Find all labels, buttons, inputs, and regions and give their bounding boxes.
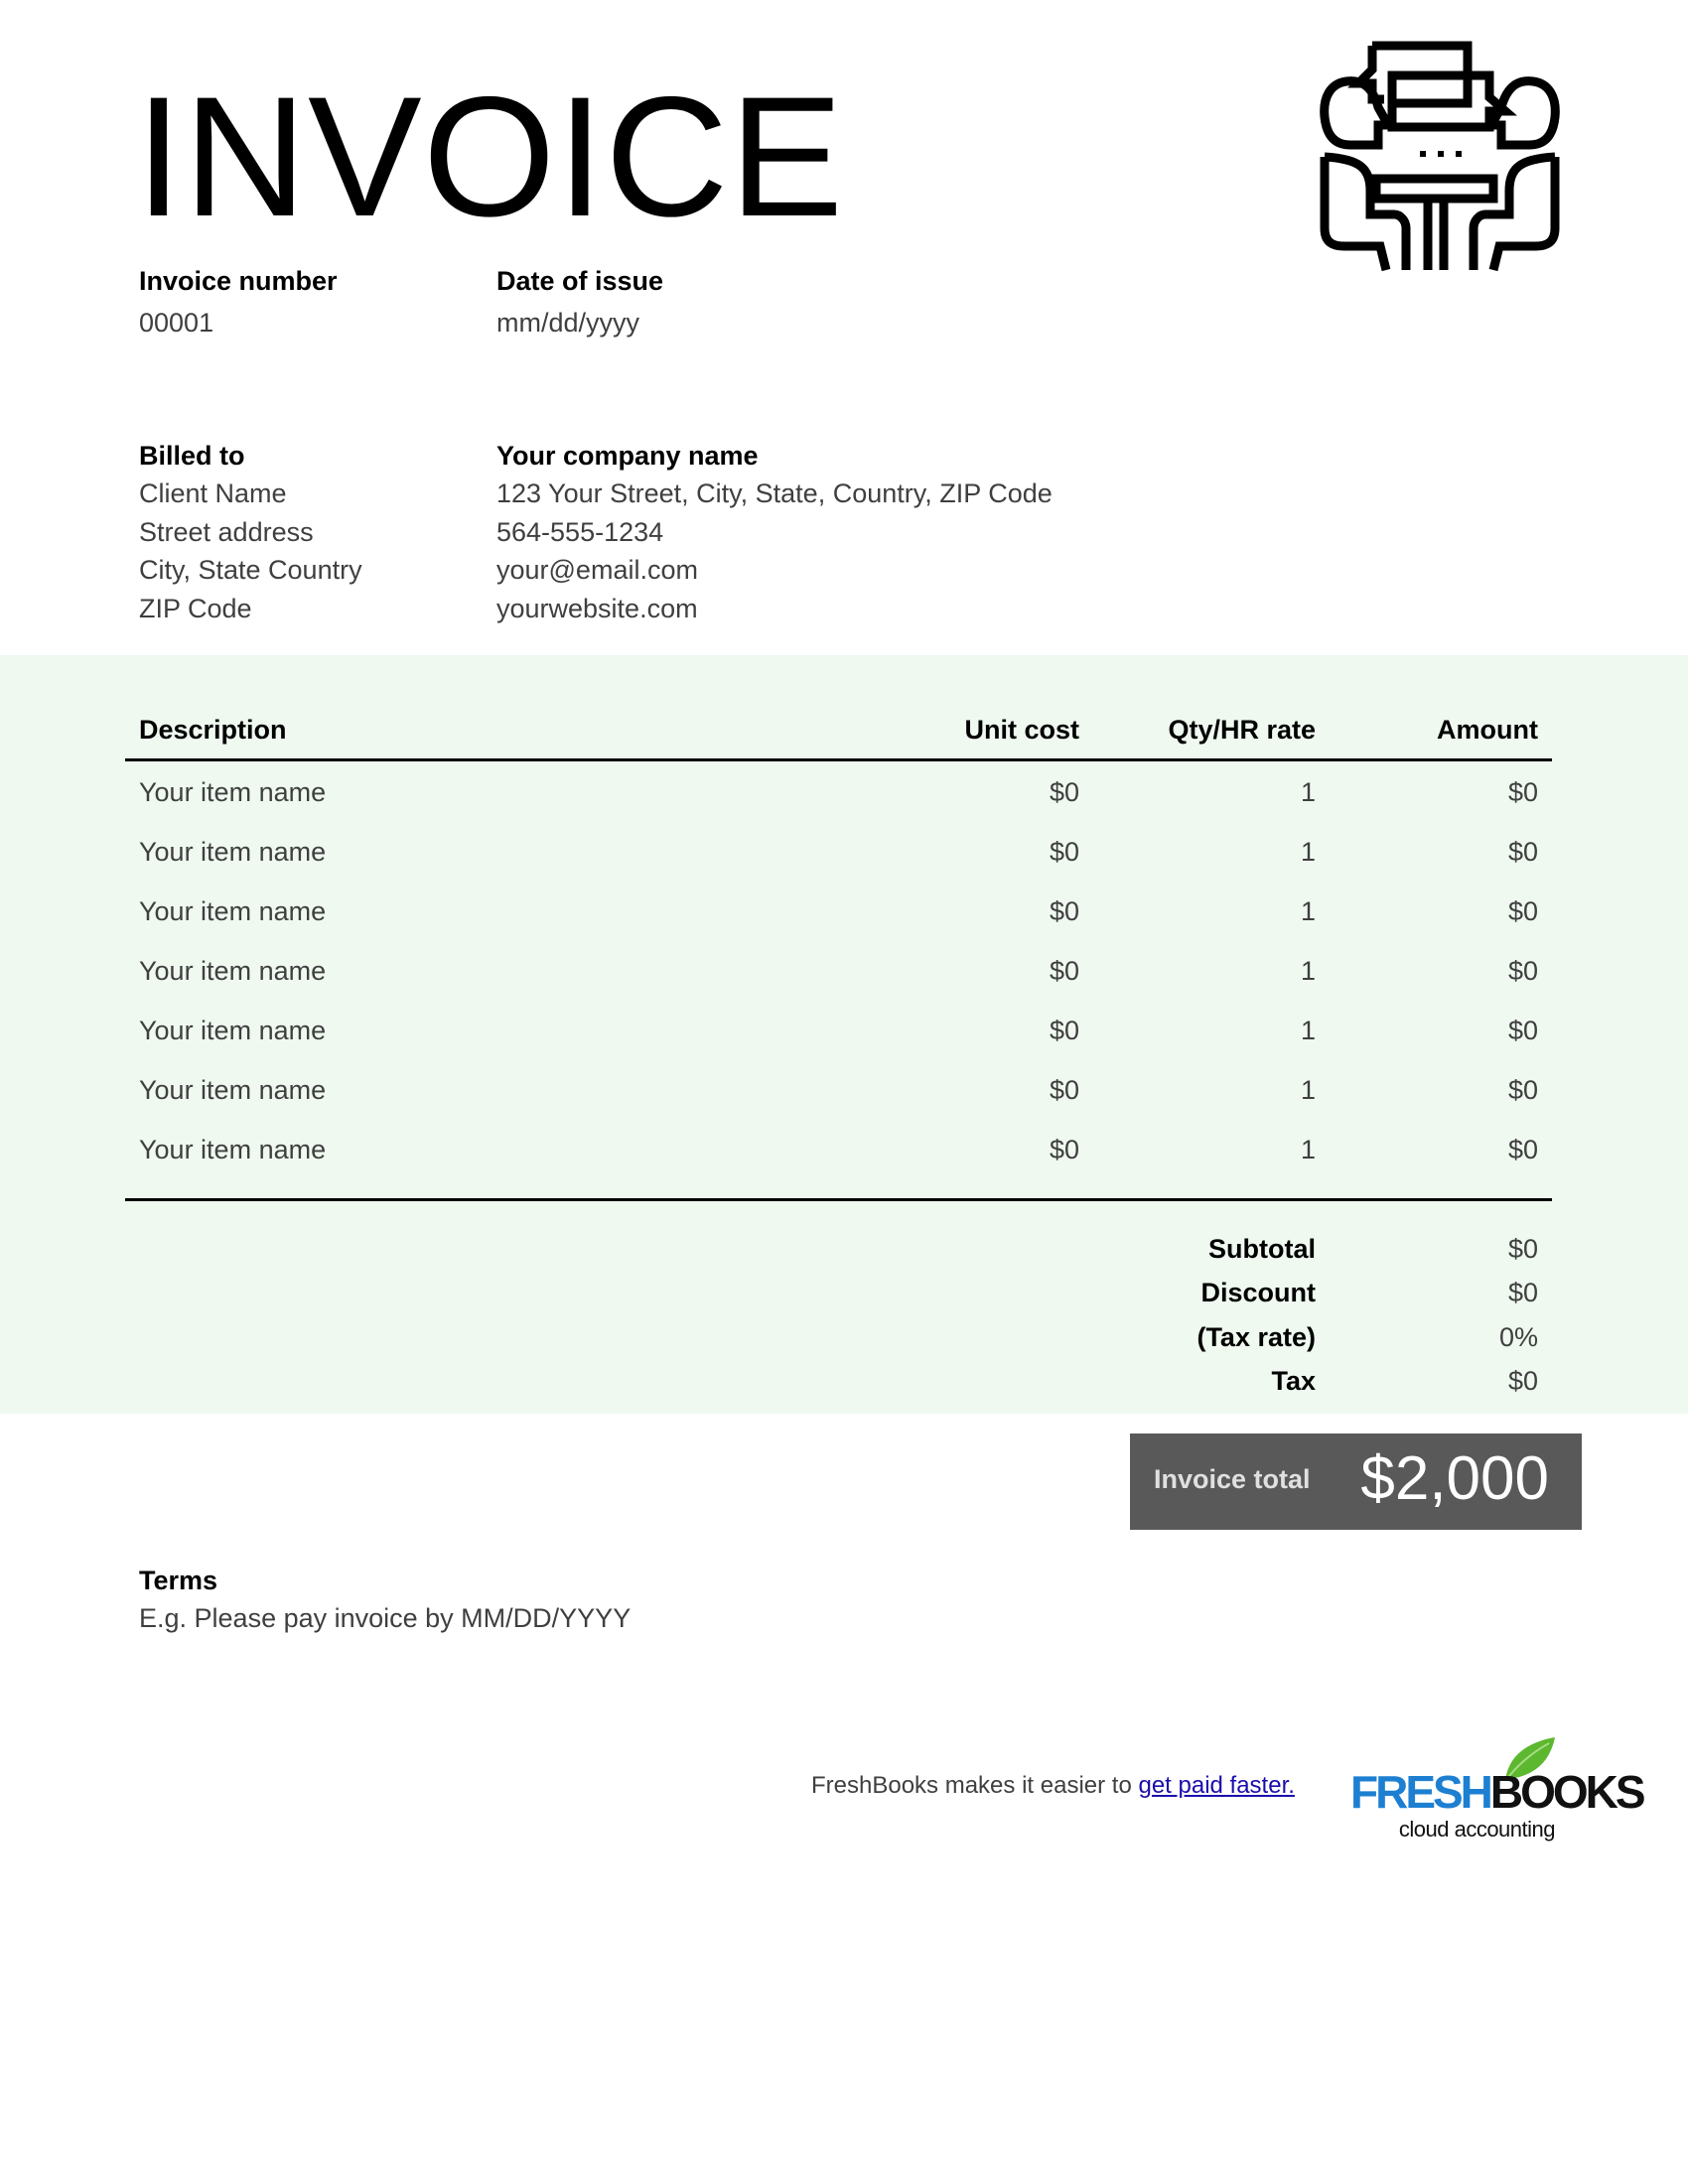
item-unit-cost[interactable]: $0 [1049,1135,1079,1164]
column-header-amount: Amount [1437,715,1538,745]
company-name[interactable]: Your company name [496,441,759,471]
item-amount: $0 [1507,1075,1538,1105]
item-qty[interactable]: 1 [1300,837,1316,867]
freshbooks-logo[interactable] [1350,1735,1643,1844]
item-unit-cost[interactable]: $0 [1049,837,1079,867]
table-header-divider [125,758,1552,761]
item-amount: $0 [1507,777,1538,807]
tax-value: $0 [1507,1366,1538,1396]
item-qty[interactable]: 1 [1300,1016,1316,1045]
item-qty[interactable]: 1 [1300,956,1316,986]
tax-rate-label: (Tax rate) [1196,1322,1316,1352]
item-qty[interactable]: 1 [1300,777,1316,807]
invoice-number-label: Invoice number [139,266,338,296]
terms-text[interactable]: E.g. Please pay invoice by MM/DD/YYYY [139,1603,632,1633]
discount-label: Discount [1200,1278,1316,1307]
item-qty[interactable]: 1 [1300,1075,1316,1105]
item-amount: $0 [1507,1135,1538,1164]
subtotal-value: $0 [1507,1234,1538,1264]
logo-books-text: BOOKS [1489,1766,1643,1818]
page-title: INVOICE [135,62,845,252]
item-description[interactable]: Your item name [139,896,327,926]
item-description[interactable]: Your item name [139,1135,327,1164]
item-amount: $0 [1507,896,1538,926]
logo-fresh-text: FRESH [1350,1766,1490,1818]
meeting-conversation-icon [1321,40,1559,270]
item-description[interactable]: Your item name [139,1075,327,1105]
footer-promo [811,1774,1295,1798]
item-unit-cost[interactable]: $0 [1049,1016,1079,1045]
company-phone[interactable]: 564-555-1234 [496,517,664,547]
invoice-total-label: Invoice total [1154,1464,1311,1494]
subtotal-label: Subtotal [1208,1234,1316,1264]
client-name[interactable]: Client Name [139,478,287,508]
client-city[interactable]: City, State Country [139,555,362,585]
item-description[interactable]: Your item name [139,777,327,807]
discount-value[interactable]: $0 [1507,1278,1538,1307]
table-footer-divider [125,1198,1552,1201]
item-unit-cost[interactable]: $0 [1049,956,1079,986]
item-unit-cost[interactable]: $0 [1049,896,1079,926]
item-amount: $0 [1507,837,1538,867]
company-address[interactable]: 123 Your Street, City, State, Country, ZIP Code [496,478,1053,508]
date-of-issue-label: Date of issue [496,266,664,296]
footer-promo-text: FreshBooks makes it easier to [811,1772,1139,1799]
invoice-number-value[interactable]: 00001 [139,308,214,338]
client-zip[interactable]: ZIP Code [139,594,252,623]
column-header-description: Description [139,715,287,745]
item-qty[interactable]: 1 [1300,896,1316,926]
item-unit-cost[interactable]: $0 [1049,777,1079,807]
tax-label: Tax [1271,1366,1316,1396]
item-amount: $0 [1507,1016,1538,1045]
get-paid-faster-link[interactable]: get paid faster. [1138,1772,1295,1799]
billed-to-label: Billed to [139,441,245,471]
item-description[interactable]: Your item name [139,956,327,986]
item-description[interactable]: Your item name [139,837,327,867]
column-header-qty: Qty/HR rate [1168,715,1316,745]
tax-rate-value[interactable]: 0% [1498,1322,1538,1352]
column-header-unit-cost: Unit cost [964,715,1079,745]
invoice-total-value: $2,000 [1360,1444,1549,1513]
item-amount: $0 [1507,956,1538,986]
company-website[interactable]: yourwebsite.com [496,594,698,623]
item-unit-cost[interactable]: $0 [1049,1075,1079,1105]
terms-label: Terms [139,1566,218,1595]
item-description[interactable]: Your item name [139,1016,327,1045]
client-street[interactable]: Street address [139,517,314,547]
item-qty[interactable]: 1 [1300,1135,1316,1164]
logo-tagline: cloud accounting [1398,1817,1555,1842]
company-email[interactable]: your@email.com [496,555,698,585]
date-of-issue-value[interactable]: mm/dd/yyyy [496,308,640,338]
